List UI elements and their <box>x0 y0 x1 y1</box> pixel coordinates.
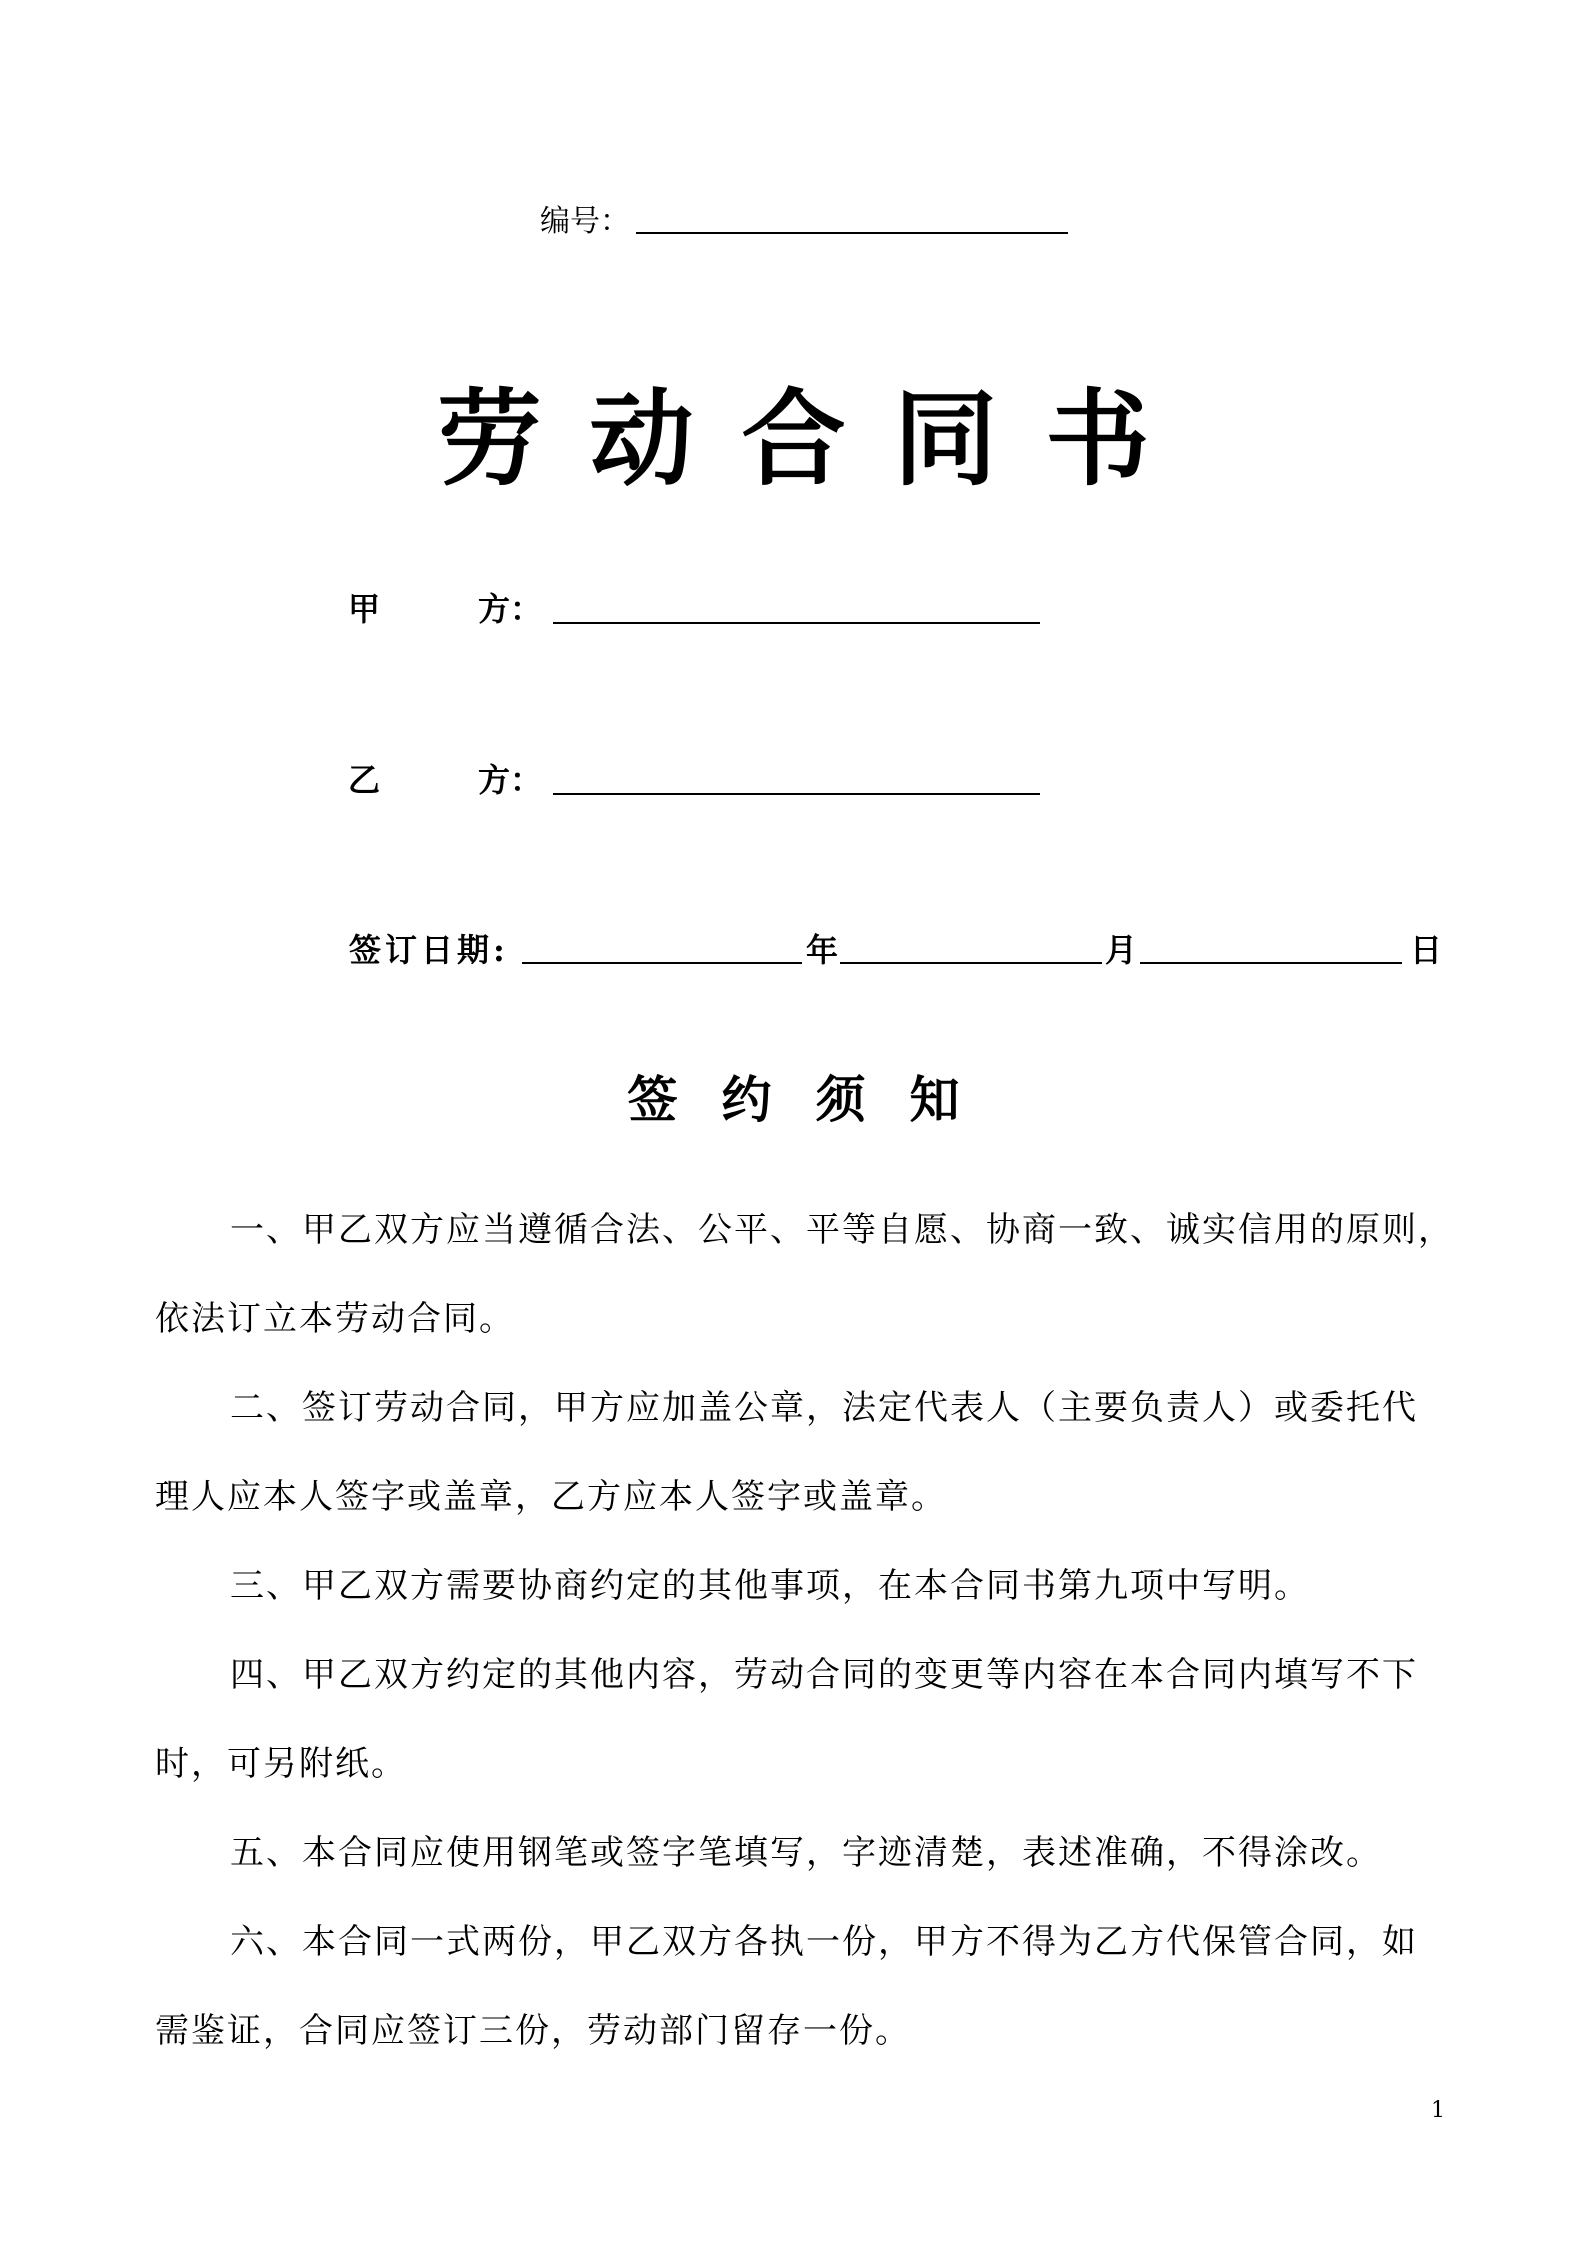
notice-line: 六、本合同一式两份，甲乙双方各执一份，甲方不得为乙方代保管合同，如 <box>230 1922 1418 1962</box>
sign-date-day-label: 日 <box>1410 931 1443 969</box>
notice-line: 依法订立本劳动合同。 <box>155 1299 515 1339</box>
party-b-label: 乙 <box>348 761 381 799</box>
notice-line: 三、甲乙双方需要协商约定的其他事项，在本合同书第九项中写明。 <box>230 1566 1310 1606</box>
sign-date-label: 签订日期: <box>349 931 509 969</box>
sign-date-year-field[interactable] <box>522 962 802 964</box>
sign-date-month-field[interactable] <box>840 962 1102 964</box>
notice-title: 签约须知 <box>627 1071 1004 1129</box>
notice-line: 四、甲乙双方约定的其他内容，劳动合同的变更等内容在本合同内填写不下 <box>230 1655 1418 1695</box>
party-a-label-suffix: 方： <box>478 590 543 628</box>
party-a-label: 甲 <box>348 590 381 628</box>
serial-number-field[interactable] <box>636 232 1068 234</box>
sign-date-month-label: 月 <box>1105 931 1138 969</box>
notice-line: 一、甲乙双方应当遵循合法、公平、平等自愿、协商一致、诚实信用的原则， <box>230 1210 1454 1250</box>
party-a-field[interactable] <box>553 622 1040 624</box>
notice-line: 需鉴证，合同应签订三份，劳动部门留存一份。 <box>155 2011 911 2051</box>
sign-date-year-label: 年 <box>806 931 839 969</box>
notice-line: 时，可另附纸。 <box>155 1744 407 1784</box>
sign-date-day-field[interactable] <box>1140 962 1402 964</box>
notice-line: 五、本合同应使用钢笔或签字笔填写，字迹清楚，表述准确，不得涂改。 <box>230 1833 1382 1873</box>
party-b-label-suffix: 方： <box>478 761 543 799</box>
page-number: 1 <box>1431 2098 1445 2123</box>
party-b-field[interactable] <box>553 793 1040 795</box>
notice-line: 理人应本人签字或盖章，乙方应本人签字或盖章。 <box>155 1477 947 1517</box>
serial-number-label: 编号： <box>540 204 630 239</box>
notice-line: 二、签订劳动合同，甲方应加盖公章，法定代表人（主要负责人）或委托代 <box>230 1388 1418 1428</box>
document-title: 劳动合同书 <box>437 378 1198 500</box>
